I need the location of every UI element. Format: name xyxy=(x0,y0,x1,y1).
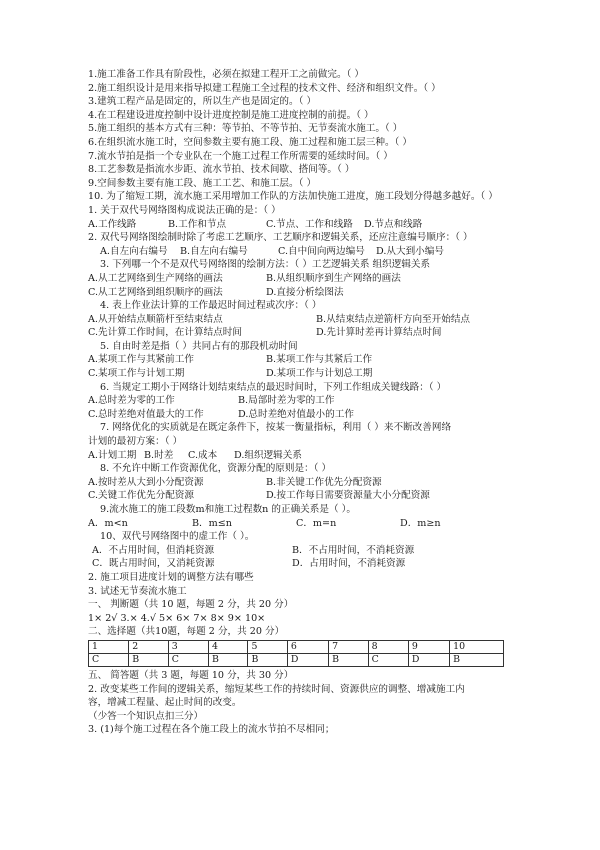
judge-answer-heading: 一、 判断题（共 10 题，每题 2 分，共 20 分） xyxy=(88,599,294,611)
option: B．m≤n xyxy=(192,517,232,529)
judge-question: 5.施工组织的基本方式有三种：等节拍、不等节拍、无节奏流水施工。（ ） xyxy=(88,123,403,135)
short-question: 3. 试述无节奏流水施工 xyxy=(88,585,187,597)
option: A.按时差从大到小分配资源 xyxy=(88,476,204,488)
choice-options xyxy=(88,489,528,503)
judge-question: 7.流水节拍是指一个专业队在一个施工过程工作所需要的延续时间。（ ） xyxy=(88,150,393,162)
option: C.节点、工作和线路 xyxy=(266,218,353,230)
table-cell: C xyxy=(168,653,208,666)
option: C.关键工作优先分配资源 xyxy=(88,490,194,502)
exam-page xyxy=(88,68,528,737)
table-cell: 3 xyxy=(168,640,208,653)
table-row-answers xyxy=(89,653,504,666)
choice-question: 7. 网络优化的实质就是在既定条件下，按某一衡量指标，利用（ ）来不断改善网络 xyxy=(100,422,452,434)
option: A.从开始结点顺箭杆至结束结点 xyxy=(88,313,223,325)
choice-question: 5. 自由时差是指（ ）共同占有的那段机动时间 xyxy=(100,340,298,352)
judge-answers: 1× 2√ 3.× 4.√ 5× 6× 7× 8× 9× 10× xyxy=(88,612,266,624)
choice-options xyxy=(88,313,528,327)
table-cell: 2 xyxy=(129,640,168,653)
choice-question: 9.流水施工的施工段数m和施工过程数n 的正确关系是（ ）。 xyxy=(100,504,356,515)
option: D．m≥n xyxy=(400,517,441,529)
option: D.从大到小编号 xyxy=(376,245,444,257)
judge-question: 9.空间参数主要有施工段、施工工艺、和施工层。（ ） xyxy=(88,177,317,189)
choice-question: 2. 双代号网络图绘制时除了考虑工艺顺序、工艺顺序和逻辑关系，还应注意编号顺序：（ ） xyxy=(88,232,473,244)
choice-answer-heading: 二、选择题（共10题，每题 2 分，共 20 分） xyxy=(88,626,285,638)
table-cell: 6 xyxy=(287,640,328,653)
judge-question: 1.施工准备工作具有阶段性，必须在拟建工程开工之前做完。（ ） xyxy=(88,69,365,80)
table-cell: 4 xyxy=(209,640,248,653)
judge-question: 6.在组织流水施工时，空间参数主要有施工段、施工过程和施工层三种。（ ） xyxy=(88,136,412,148)
table-cell: 9 xyxy=(408,640,449,653)
table-cell: 1 xyxy=(89,640,129,653)
choice-options xyxy=(88,476,528,490)
answer-key xyxy=(88,598,528,737)
option: A.从工艺网络到生产网络的画法 xyxy=(88,272,223,284)
table-cell: B xyxy=(450,653,504,666)
choice-section xyxy=(88,204,528,571)
option: D.组织逻辑关系 xyxy=(234,449,302,461)
option: A.工作线路 xyxy=(88,218,137,230)
option: B.局部时差为零的工作 xyxy=(238,395,335,407)
short-answer-section xyxy=(88,571,528,598)
judge-question-10: 10. 为了缩短工期，流水施工采用增加工作队的方法加快施工进度，施工段划分得越多越好。（ ） xyxy=(88,191,498,203)
option: A.某项工作与其紧前工作 xyxy=(88,354,194,366)
judge-section xyxy=(88,68,528,204)
option: A．不占用时间，但消耗资源 xyxy=(92,544,215,556)
table-cell: C xyxy=(368,653,408,666)
table-cell: B xyxy=(129,653,168,666)
option: C.总时差绝对值最大的工作 xyxy=(88,408,204,420)
short-answer-note: （少答一个知识点扣三分） xyxy=(88,710,204,722)
choice-options xyxy=(88,326,528,340)
option: A.计划工期 xyxy=(88,449,137,461)
option: B.某项工作与其紧后工作 xyxy=(266,354,373,366)
table-cell: 10 xyxy=(450,640,504,653)
table-row-numbers xyxy=(89,640,504,653)
option: B.时差 xyxy=(144,449,174,461)
choice-options xyxy=(88,353,528,367)
option: A．m<n xyxy=(88,517,128,529)
choice-question: 6. 当规定工期小于网络计划结束结点的最迟时间时，下列工作组成关键线路：（ ） xyxy=(100,381,447,393)
choice-question: 4. 表上作业法计算的工作最迟时间过程或次序：（ ） xyxy=(100,300,322,312)
option: B.从结束结点逆箭杆方向至开始结点 xyxy=(316,313,471,325)
choice-options xyxy=(88,286,528,300)
choice-options xyxy=(88,517,528,531)
judge-question: 8.工艺参数是指流水步距、流水节拍、技术间歇、搭间等。（ ） xyxy=(88,164,355,176)
short-question: 2. 施工项目进度计划的调整方法有哪些 xyxy=(88,571,254,583)
choice-options xyxy=(88,367,528,381)
option: C.自中间向两边编号 xyxy=(278,245,365,257)
table-cell: D xyxy=(408,653,449,666)
choice-options xyxy=(88,557,528,571)
option: A.自左向右编号 xyxy=(100,245,168,257)
table-cell: B xyxy=(329,653,368,666)
choice-question-cont: 计划的最初方案：（ ） xyxy=(88,436,183,448)
table-cell: 8 xyxy=(368,640,408,653)
option: B．不占用时间，不消耗资源 xyxy=(292,544,415,556)
option: A.总时差为零的工作 xyxy=(88,395,175,407)
choice-options xyxy=(88,245,528,259)
table-cell: 7 xyxy=(329,640,368,653)
short-answer-text: 容，增减工程量、起止时间的改变。 xyxy=(88,697,242,709)
choice-options xyxy=(88,449,528,463)
option: C.先计算工作时间，在计算结点时间 xyxy=(88,327,242,339)
choice-question: 8. 不允许中断工作资源优化，资源分配的原则是：（ ） xyxy=(100,463,332,475)
choice-answer-table xyxy=(88,640,504,667)
option: C．m=n xyxy=(296,517,337,529)
choice-question: 10、双代号网络图中的虚工作（ ）。 xyxy=(100,531,255,543)
option: D.某项工作与计划总工期 xyxy=(266,368,373,380)
choice-options xyxy=(88,272,528,286)
short-answer-text: 2. 改变某些工作间的逻辑关系，缩短某些工作的持续时间、资源供应的调整、增减施工内 xyxy=(88,683,465,695)
short-answer-text: 3. (1)每个施工过程在各个施工段上的流水节拍不尽相同； xyxy=(88,724,335,736)
judge-question: 2.施工组织设计是用来指导拟建工程施工全过程的技术文件、经济和组织文件。（ ） xyxy=(88,82,441,94)
option: D.按工作每日需要资源量大小分配资源 xyxy=(266,490,430,502)
table-cell: C xyxy=(89,653,129,666)
choice-options xyxy=(88,544,528,558)
option: C.成本 xyxy=(188,449,218,461)
choice-options xyxy=(88,218,528,232)
option: B.从组织顺序到生产网络的画法 xyxy=(266,272,401,284)
option: C.从工艺网络到组织顺序的画法 xyxy=(88,286,223,298)
option: B.非关键工作优先分配资源 xyxy=(266,476,382,488)
option: C．既占用时间，又消耗资源 xyxy=(92,558,215,570)
option: D.先计算时差再计算结点时间 xyxy=(316,327,442,339)
option: D.节点和线路 xyxy=(364,218,423,230)
choice-question: 3. 下列哪一个不是双代号网络图的绘制方法：（ ）工艺逻辑关系 组织逻辑关系 xyxy=(100,259,431,271)
table-cell: 5 xyxy=(248,640,287,653)
option: D．占用时间，不消耗资源 xyxy=(292,558,406,570)
choice-options xyxy=(88,408,528,422)
judge-question: 4.在工程建设进度控制中设计进度控制是施工进度控制的前提。（ ） xyxy=(88,109,374,121)
option: D.总时差绝对值最小的工作 xyxy=(238,408,354,420)
option: B.工作和节点 xyxy=(168,218,227,230)
option: D.直接分析绘图法 xyxy=(266,286,344,298)
table-cell: D xyxy=(287,653,328,666)
table-cell: B xyxy=(209,653,248,666)
choice-options xyxy=(88,394,528,408)
short-answer-heading: 五、 简答题（共 3 题，每题 10 分，共 30 分） xyxy=(88,669,294,681)
judge-question: 3.建筑工程产品是固定的，所以生产也是固定的。（ ） xyxy=(88,96,317,108)
choice-question: 1. 关于双代号网络图构成说法正确的是：（ ） xyxy=(88,204,281,216)
option: B.自左向右编号 xyxy=(180,245,248,257)
table-cell: B xyxy=(248,653,287,666)
option: C.某项工作与计划工期 xyxy=(88,368,185,380)
